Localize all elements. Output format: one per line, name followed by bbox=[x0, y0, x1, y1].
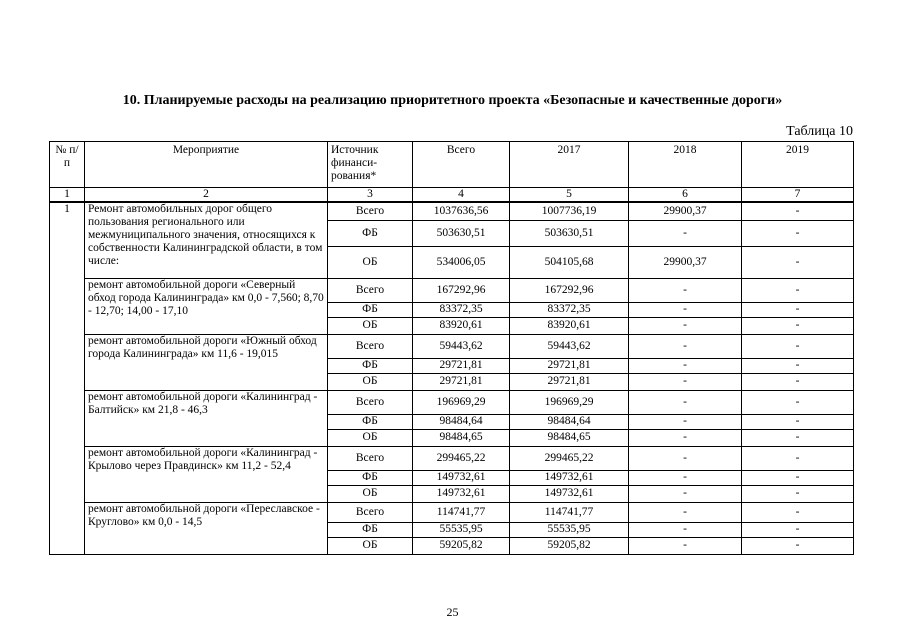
event-description: ремонт автомобильной дороги «Калининград - Крылово через Правдинск» км 11,2 - 52,4 bbox=[85, 446, 328, 502]
cell-y2019: - bbox=[742, 414, 854, 429]
cell-y2017: 299465,22 bbox=[510, 446, 629, 470]
cell-y2017: 503630,51 bbox=[510, 220, 629, 246]
cell-src: ФБ bbox=[328, 470, 413, 485]
cell-src: ФБ bbox=[328, 220, 413, 246]
cell-y2018: - bbox=[629, 502, 742, 522]
cell-y2017: 98484,64 bbox=[510, 414, 629, 429]
column-number: 3 bbox=[328, 188, 413, 203]
cell-y2019: - bbox=[742, 373, 854, 390]
cell-y2018: - bbox=[629, 334, 742, 358]
header-2018: 2018 bbox=[629, 142, 742, 188]
cell-y2019: - bbox=[742, 246, 854, 278]
cell-y2019: - bbox=[742, 390, 854, 414]
cell-y2019: - bbox=[742, 537, 854, 554]
event-description: ремонт автомобильной дороги «Калининград - Балтийск» км 21,8 - 46,3 bbox=[85, 390, 328, 446]
expenses-table bbox=[49, 141, 854, 555]
event-description: Ремонт автомобильных дорог общего пользования регионального или межмуниципального значения, относящихся к собственности Калининградской области, в том числе: bbox=[85, 202, 328, 278]
cell-y2018: 29900,37 bbox=[629, 202, 742, 220]
table-row bbox=[50, 334, 854, 358]
cell-y2017: 167292,96 bbox=[510, 278, 629, 302]
cell-src: Всего bbox=[328, 446, 413, 470]
column-number-row bbox=[50, 188, 854, 203]
cell-y2018: - bbox=[629, 429, 742, 446]
cell-src: Всего bbox=[328, 502, 413, 522]
table-label: Таблица 10 bbox=[786, 124, 853, 139]
row-number: 1 bbox=[50, 202, 85, 554]
cell-y2018: - bbox=[629, 358, 742, 373]
cell-y2019: - bbox=[742, 202, 854, 220]
cell-y2018: - bbox=[629, 537, 742, 554]
cell-src: ОБ bbox=[328, 537, 413, 554]
event-description: ремонт автомобильной дороги «Северный обход города Калининграда» км 0,0 - 7,560; 8,70 - 12,70; 14,00 - 17,10 bbox=[85, 278, 328, 334]
cell-y2018: - bbox=[629, 470, 742, 485]
cell-total: 59443,62 bbox=[413, 334, 510, 358]
cell-src: ОБ bbox=[328, 429, 413, 446]
cell-y2018: - bbox=[629, 522, 742, 537]
cell-y2018: 29900,37 bbox=[629, 246, 742, 278]
cell-y2017: 504105,68 bbox=[510, 246, 629, 278]
page-title: 10. Планируемые расходы на реализацию приоритетного проекта «Безопасные и качественные дороги» bbox=[122, 93, 783, 108]
cell-y2017: 55535,95 bbox=[510, 522, 629, 537]
header-2019: 2019 bbox=[742, 142, 854, 188]
header-event: Мероприятие bbox=[85, 142, 328, 188]
cell-y2017: 114741,77 bbox=[510, 502, 629, 522]
cell-y2018: - bbox=[629, 446, 742, 470]
cell-total: 98484,64 bbox=[413, 414, 510, 429]
cell-y2017: 1007736,19 bbox=[510, 202, 629, 220]
cell-y2019: - bbox=[742, 429, 854, 446]
cell-y2017: 29721,81 bbox=[510, 373, 629, 390]
cell-src: Всего bbox=[328, 334, 413, 358]
cell-total: 196969,29 bbox=[413, 390, 510, 414]
cell-total: 1037636,56 bbox=[413, 202, 510, 220]
cell-y2017: 59205,82 bbox=[510, 537, 629, 554]
cell-src: ФБ bbox=[328, 522, 413, 537]
cell-y2019: - bbox=[742, 522, 854, 537]
cell-y2017: 29721,81 bbox=[510, 358, 629, 373]
cell-src: Всего bbox=[328, 202, 413, 220]
table-row bbox=[50, 202, 854, 220]
cell-y2019: - bbox=[742, 278, 854, 302]
cell-y2019: - bbox=[742, 446, 854, 470]
column-number: 2 bbox=[85, 188, 328, 203]
cell-y2017: 149732,61 bbox=[510, 470, 629, 485]
cell-src: ФБ bbox=[328, 302, 413, 317]
cell-y2019: - bbox=[742, 358, 854, 373]
column-number: 1 bbox=[50, 188, 85, 203]
cell-y2018: - bbox=[629, 302, 742, 317]
column-number: 4 bbox=[413, 188, 510, 203]
cell-total: 29721,81 bbox=[413, 373, 510, 390]
table-body bbox=[50, 202, 854, 554]
cell-total: 59205,82 bbox=[413, 537, 510, 554]
cell-y2017: 98484,65 bbox=[510, 429, 629, 446]
cell-y2018: - bbox=[629, 485, 742, 502]
cell-y2017: 59443,62 bbox=[510, 334, 629, 358]
cell-y2019: - bbox=[742, 502, 854, 522]
cell-y2019: - bbox=[742, 470, 854, 485]
cell-total: 149732,61 bbox=[413, 485, 510, 502]
cell-y2017: 83372,35 bbox=[510, 302, 629, 317]
cell-total: 299465,22 bbox=[413, 446, 510, 470]
cell-y2017: 196969,29 bbox=[510, 390, 629, 414]
event-description: ремонт автомобильной дороги «Переславское - Круглово» км 0,0 - 14,5 bbox=[85, 502, 328, 554]
cell-y2018: - bbox=[629, 220, 742, 246]
cell-total: 29721,81 bbox=[413, 358, 510, 373]
cell-y2019: - bbox=[742, 302, 854, 317]
cell-total: 167292,96 bbox=[413, 278, 510, 302]
cell-y2019: - bbox=[742, 317, 854, 334]
cell-src: Всего bbox=[328, 390, 413, 414]
cell-y2018: - bbox=[629, 373, 742, 390]
cell-total: 83372,35 bbox=[413, 302, 510, 317]
cell-y2018: - bbox=[629, 390, 742, 414]
table-row bbox=[50, 502, 854, 522]
event-description: ремонт автомобильной дороги «Южный обход города Калининграда» км 11,6 - 19,015 bbox=[85, 334, 328, 390]
column-number: 7 bbox=[742, 188, 854, 203]
cell-y2017: 83920,61 bbox=[510, 317, 629, 334]
cell-y2019: - bbox=[742, 334, 854, 358]
cell-src: ОБ bbox=[328, 246, 413, 278]
page-number: 25 bbox=[446, 605, 459, 619]
cell-src: ОБ bbox=[328, 485, 413, 502]
header-total: Всего bbox=[413, 142, 510, 188]
cell-total: 534006,05 bbox=[413, 246, 510, 278]
cell-y2018: - bbox=[629, 278, 742, 302]
cell-src: ФБ bbox=[328, 414, 413, 429]
header-2017: 2017 bbox=[510, 142, 629, 188]
cell-y2018: - bbox=[629, 317, 742, 334]
cell-y2019: - bbox=[742, 220, 854, 246]
header-num: № п/п bbox=[50, 142, 85, 188]
column-number: 6 bbox=[629, 188, 742, 203]
cell-src: ОБ bbox=[328, 317, 413, 334]
cell-total: 83920,61 bbox=[413, 317, 510, 334]
cell-total: 98484,65 bbox=[413, 429, 510, 446]
cell-src: ФБ bbox=[328, 358, 413, 373]
cell-y2018: - bbox=[629, 414, 742, 429]
cell-total: 55535,95 bbox=[413, 522, 510, 537]
cell-total: 149732,61 bbox=[413, 470, 510, 485]
table-row bbox=[50, 390, 854, 414]
cell-total: 503630,51 bbox=[413, 220, 510, 246]
column-number: 5 bbox=[510, 188, 629, 203]
table-row bbox=[50, 446, 854, 470]
cell-y2019: - bbox=[742, 485, 854, 502]
table-row bbox=[50, 278, 854, 302]
cell-src: ОБ bbox=[328, 373, 413, 390]
cell-y2017: 149732,61 bbox=[510, 485, 629, 502]
header-source: Источник финанси- рования* bbox=[328, 142, 413, 188]
cell-src: Всего bbox=[328, 278, 413, 302]
cell-total: 114741,77 bbox=[413, 502, 510, 522]
